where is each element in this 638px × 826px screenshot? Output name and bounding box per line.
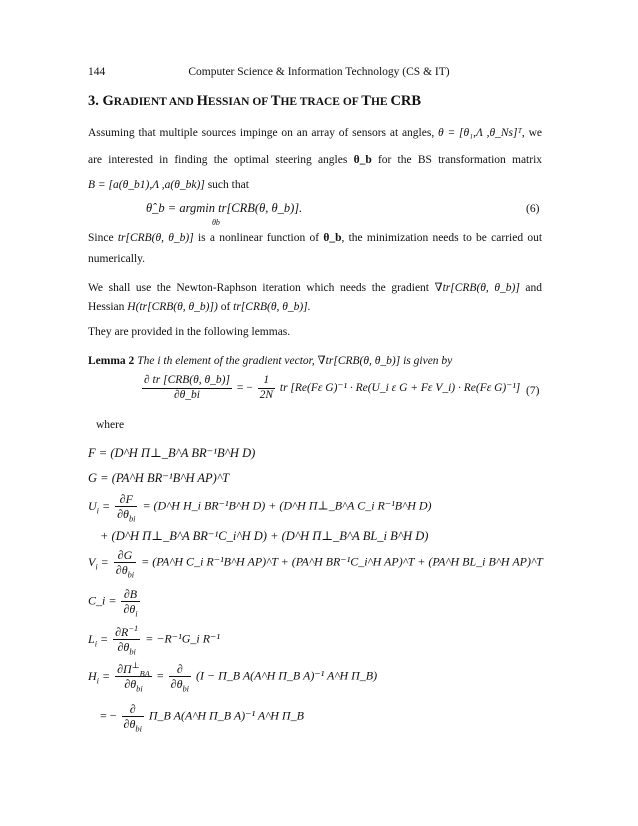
lemma-2 — [88, 353, 452, 367]
para3-text2a: Hessian — [88, 301, 125, 313]
def-H-rhs1: (I − Π_B A(A^H Π_B A)⁻¹ A^H Π_B) — [195, 668, 378, 683]
para1-text1-end: , we — [521, 127, 542, 139]
equation-6 — [146, 201, 302, 216]
section-title-essian: ESSIAN OF — [207, 96, 271, 108]
section-heading — [88, 93, 421, 110]
def-V-frac-num: ∂G — [114, 548, 136, 563]
para2-line1 — [88, 232, 542, 244]
lemma-text: The i th element of the gradient vector, — [137, 355, 315, 367]
def-C-frac-den: $\partial\theta_i$ — [123, 602, 138, 619]
def-H-frac2-den: $\partial\theta_{bi}$ — [170, 677, 189, 694]
def-H-lhs: $H_i$ = — [88, 668, 111, 686]
lemma-label: Lemma 2 — [88, 355, 135, 367]
eq6-subscript: θb — [212, 218, 220, 227]
para3-line2 — [88, 301, 311, 313]
def-V-rhs: = (PA^H C_i R⁻¹B^H AP)^T + (PA^H BR⁻¹C_i^H AP)^T + (PA^H BL_i B^H AP)^T — [141, 554, 543, 569]
def-L-frac — [113, 625, 140, 655]
def-H-eq2: = — [156, 668, 164, 683]
def-H-frac3 — [122, 702, 144, 732]
where-label: where — [96, 419, 125, 431]
section-title-t1: T — [270, 93, 281, 109]
def-U-frac-den: $\partial\theta_{bi}$ — [117, 507, 136, 524]
def-C — [88, 587, 142, 617]
para3-math-hessian: H(tr[CRB(θ, θ_b)]) — [127, 301, 218, 313]
lemma-math: ∇tr[CRB(θ, θ_b)] — [317, 355, 401, 367]
eq7-number: (7) — [526, 385, 540, 397]
para1-line3 — [88, 179, 249, 191]
def-U-frac-num: ∂F — [115, 492, 137, 507]
para2-text1b: is a nonlinear function of — [197, 232, 320, 244]
def-C-frac — [121, 587, 139, 617]
journal-title: Computer Science & Information Technology (CS & IT) — [188, 66, 450, 78]
def-V-frac — [114, 548, 136, 578]
def-V-lhs: $V_i$ = — [88, 554, 109, 572]
def-H-rhs2: Π_B A(A^H Π_B A)⁻¹ A^H Π_B — [148, 708, 304, 723]
def-H-frac1 — [115, 662, 152, 692]
def-G: G = (PA^H BR⁻¹B^H AP)^T — [88, 471, 230, 485]
para1-line2 — [88, 154, 542, 166]
def-C-lhs: C_i = — [88, 593, 117, 608]
eq7-rhs-frac — [258, 374, 275, 403]
def-V-frac-den: $\partial\theta_{bi}$ — [115, 563, 135, 580]
para1-text2a: are interested in finding the optimal steering angles — [88, 154, 348, 166]
def-H-frac3-num: ∂ — [122, 702, 144, 717]
def-H-line2-eq: = − — [100, 708, 117, 723]
eq7-rhs-frac-num: 1 — [258, 374, 275, 389]
section-title-radient: RADIENT AND — [113, 96, 197, 108]
def-L-lhs: $L_i$ = — [88, 631, 109, 649]
def-H-frac2 — [169, 662, 191, 692]
para1-text1: Assuming that multiple sources impinge on an array of sensors at angles, — [88, 127, 435, 139]
def-U-rhs1: = (D^H H_i BR⁻¹B^H D) + (D^H Π⊥_B^A C_i R⁻¹B^H D) — [142, 498, 432, 513]
para1-math-B: B = [a(θ_b1),Λ ,a(θ_bk)] — [88, 179, 205, 191]
para2-math-tr: tr[CRB(θ, θ_b)] — [117, 232, 194, 244]
eq7-lhs-den: ∂θ_bi — [173, 388, 200, 401]
para3-text1a: We shall use the Newton-Raphson iteration which needs the gradient — [88, 282, 429, 294]
def-H-frac3-den: $\partial\theta_{bi}$ — [123, 717, 142, 734]
para3-text1b: and — [525, 282, 542, 294]
para3-line1 — [88, 280, 542, 294]
page-number: 144 — [88, 66, 106, 78]
para2-text1a: Since — [88, 232, 114, 244]
para2-math-thetab: θ_b — [323, 232, 342, 244]
def-L-frac-num: $\partial R^{-1}$ — [115, 624, 139, 639]
def-C-frac-num: ∂B — [121, 587, 139, 602]
para1-text3b: such that — [207, 179, 249, 191]
para3-text2b: of — [220, 301, 231, 313]
para1-line1 — [88, 127, 542, 139]
def-H-frac1-num: $\partial\Pi^\perp_{BA}$ — [117, 661, 150, 679]
section-title-t2: T — [361, 93, 371, 109]
eq6-number: (6) — [526, 203, 540, 215]
def-V — [88, 548, 543, 578]
para3-math-grad: ∇tr[CRB(θ, θ_b)] — [434, 282, 520, 294]
eq7-lhs-frac — [142, 374, 232, 403]
def-H-frac1-den: $\partial\theta_{bi}$ — [124, 677, 143, 694]
eq7-lhs-num: ∂ tr [CRB(θ, θ_b)] — [142, 374, 232, 389]
section-title-hetrace: HE TRACE OF — [280, 96, 362, 108]
def-H — [88, 662, 377, 692]
para4: They are provided in the following lemmas. — [88, 326, 291, 338]
para1-text2b: for the BS transformation matrix — [377, 154, 543, 166]
section-title-he: HE — [370, 96, 391, 108]
lemma-end: is given by — [403, 355, 453, 367]
section-title-h: H — [196, 93, 208, 109]
def-L-frac-den: $\partial\theta_{bi}$ — [117, 640, 136, 657]
section-title-g: G — [102, 93, 114, 109]
para2-line2: numerically. — [88, 253, 146, 265]
eq7-equals: = − — [236, 381, 253, 394]
equation-7 — [140, 374, 520, 403]
para1-math-theta: θ = [θ₁,Λ ,θ_Ns]ᵀ — [438, 127, 522, 139]
def-H-frac2-num: ∂ — [169, 662, 191, 677]
eq6-body: θ̂_b = argmin tr[CRB(θ, θ_b)]. — [146, 201, 303, 215]
para1-math-thetab: θ_b — [353, 154, 372, 166]
eq7-rhs: tr [Re(Fε G)⁻¹ · Re(U_i ε G + Fε V_i) · Re(Fε G)⁻¹] — [279, 381, 521, 394]
def-L — [88, 625, 220, 655]
para3-math-tr: tr[CRB(θ, θ_b)]. — [233, 301, 311, 313]
para2-text1c: , the minimization needs to be carried out — [341, 232, 543, 244]
def-U — [88, 492, 432, 522]
def-U-lhs: $U_i$ = — [88, 498, 111, 516]
def-H-line2 — [100, 702, 304, 732]
eq7-rhs-frac-den: 2N — [259, 388, 274, 401]
def-F: F = (D^H Π⊥_B^A BR⁻¹B^H D) — [88, 446, 256, 460]
def-L-rhs: = −R⁻¹G_i R⁻¹ — [145, 631, 220, 646]
def-U-frac — [115, 492, 137, 522]
section-number: 3. — [88, 93, 99, 109]
def-U-line2: + (D^H Π⊥_B^A BR⁻¹C_i^H D) + (D^H Π⊥_B^A BL_i B^H D) — [100, 529, 429, 543]
section-title-crb: CRB — [390, 93, 422, 109]
